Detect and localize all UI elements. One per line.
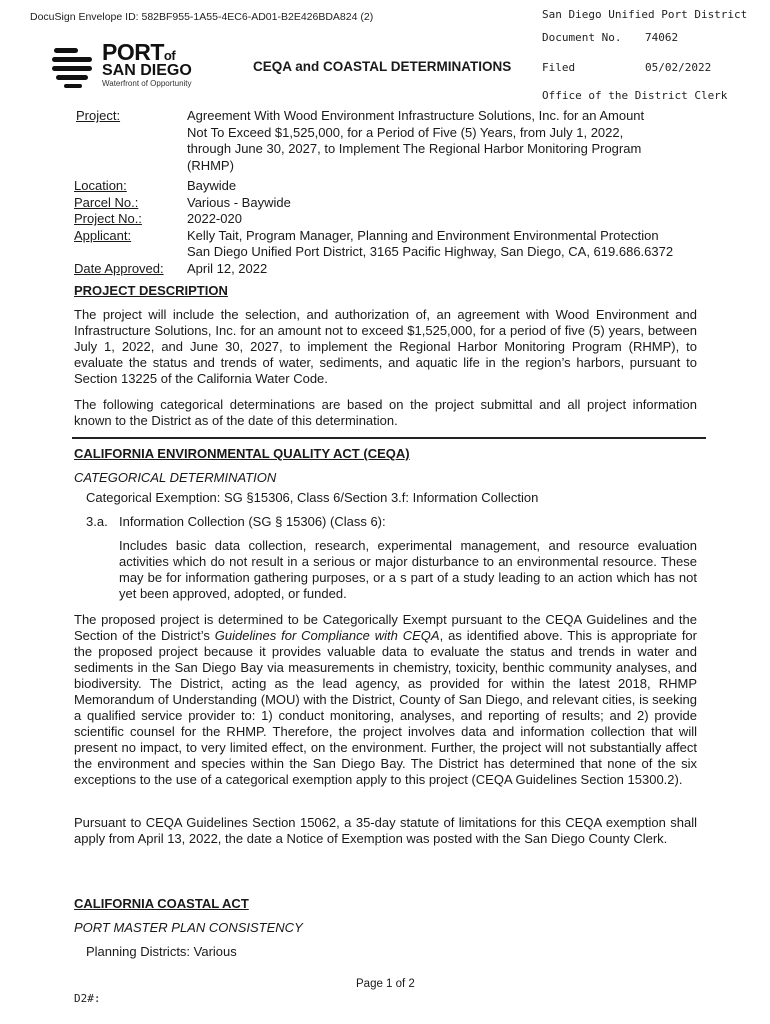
logo-tagline: Waterfront of Opportunity (102, 79, 192, 88)
planning-districts: Planning Districts: Various (86, 944, 237, 959)
location-value: Baywide (187, 178, 237, 193)
parcel-label: Parcel No.: (74, 194, 139, 210)
document-title: CEQA and COASTAL DETERMINATIONS (253, 59, 512, 74)
determination-basis-para: The following categorical determinations are based on the project submittal and all project information known to the District as of the date of this determination. (74, 397, 697, 428)
document-number: 74062 (645, 31, 679, 44)
ceqa-heading: CALIFORNIA ENVIRONMENTAL QUALITY ACT (CEQA) (74, 446, 410, 461)
categorical-determination-heading: CATEGORICAL DETERMINATION (74, 470, 277, 485)
determination-text: The proposed project is determined to be Categorically Exempt pursuant to the CEQA Guidelines and the Section of the District’s (74, 612, 697, 643)
location-label: Location: (74, 178, 127, 193)
applicant-label: Applicant: (74, 227, 132, 243)
item-description: Includes basic data collection, research, experimental management, and resource evaluation activities which do not result in a serious or major disturbance to an environmental resource. These may be for information gathering purposes, or a s part of a study leading to an action which has not yet been approved, adopted, or funded. (119, 538, 697, 601)
document-number-label: Document No. (542, 31, 622, 44)
logo-of-text: of (163, 48, 176, 63)
port-master-plan-heading: PORT MASTER PLAN CONSISTENCY (74, 920, 303, 935)
statute-limitations-para: Pursuant to CEQA Guidelines Section 15062, a 35-day statute of limitations for this CEQA exemption shall apply from April 13, 2022, the date a Notice of Exemption was posted with the San Diego County Clerk. (74, 815, 697, 846)
project-description-para: The project will include the selection, and authorization of, an agreement with Wood Environment and Infrastructure Solutions, Inc. for an amount not to exceed $1,525,000, for a period of five (5) years, between July 1, 2022, and June 30, 2027, to implement the Regional Harbor Monitoring Program (RHMP), to evaluate the status and trends of water, sediments, and aquatic life in the region’s harbors, pursuant to Section 13225 of the California Water Code. (74, 307, 697, 386)
applicant-value-1: Kelly Tait, Program Manager, Planning and Environment Environmental Protection (187, 227, 659, 243)
applicant-value-2: San Diego Unified Port District, 3165 Pacific Highway, San Diego, CA, 619.686.6372 (187, 244, 674, 259)
logo-port-text: PORT (102, 39, 164, 65)
coastal-act-heading: CALIFORNIA COASTAL ACT (74, 896, 249, 911)
guidelines-title: Guidelines for Compliance with CEQA (214, 628, 440, 643)
date-approved-value: April 12, 2022 (187, 260, 268, 276)
project-line: (RHMP) (187, 157, 234, 173)
parcel-value: Various - Baywide (187, 194, 291, 210)
date-approved-label: Date Approved: (74, 260, 164, 276)
logo-san-diego-text: SAN DIEGO (102, 62, 192, 79)
office-district-clerk: Office of the District Clerk (542, 89, 728, 102)
port-logo (52, 40, 202, 90)
details-values (187, 178, 673, 277)
section-divider (72, 437, 706, 439)
categorical-exemption: Categorical Exemption: SG §15306, Class 6/Section 3.f: Information Collection (86, 490, 539, 505)
d2-number-label: D2#: (74, 992, 101, 1005)
filed-date: 05/02/2022 (645, 61, 712, 74)
page-number: Page 1 of 2 (356, 978, 415, 990)
project-text (187, 108, 644, 174)
project-label: Project: (76, 108, 121, 123)
project-description-heading: PROJECT DESCRIPTION (74, 283, 228, 298)
district-name: San Diego Unified Port District (542, 8, 748, 21)
determination-text: , as identified above. This is appropriate for the proposed project because it provides valuable data to evaluate the status and trends in water and sediments in the San Diego Bay via measurements in chemistry, toxicity, benthic community analyses, and biodiversity. The District, acting as the lead agency, as provided for within the latest 2018, RHMP Memorandum of Understanding (MOU) with the District, County of San Diego, and relevant cities, is seeking a qualified service provider to: 1) conduct monitoring, analyses, and reporting of results; and 2) provide scientific counsel for the RHMP. Therefore, the project involves data and information collection that will present no impact, to very limited effect, on the environment. Further, the project will not substantially affect the environment and species within the San Diego Bay. The District has determined that none of the six exceptions to the use of a categorical exemption apply to this project (CEQA Guidelines Section 15300.2). (74, 628, 697, 787)
project-line: Not To Exceed $1,525,000, for a Period of Five (5) Years, from July 1, 2022, (187, 124, 624, 140)
ceqa-determination-para (74, 612, 697, 788)
project-no-label: Project No.: (74, 211, 142, 226)
item-number: 3.a. (86, 514, 108, 529)
project-no-value: 2022-020 (187, 211, 242, 226)
project-line: Agreement With Wood Environment Infrastructure Solutions, Inc. for an Amount (187, 108, 645, 123)
item-title: Information Collection (SG § 15306) (Class 6): (119, 514, 386, 529)
envelope-id: DocuSign Envelope ID: 582BF955-1A55-4EC6-AD01-B2E426BDA824 (2) (30, 11, 374, 23)
project-line: through June 30, 2027, to Implement The Regional Harbor Monitoring Program (187, 141, 642, 156)
details-labels (74, 178, 164, 277)
filed-label: Filed (542, 61, 576, 74)
